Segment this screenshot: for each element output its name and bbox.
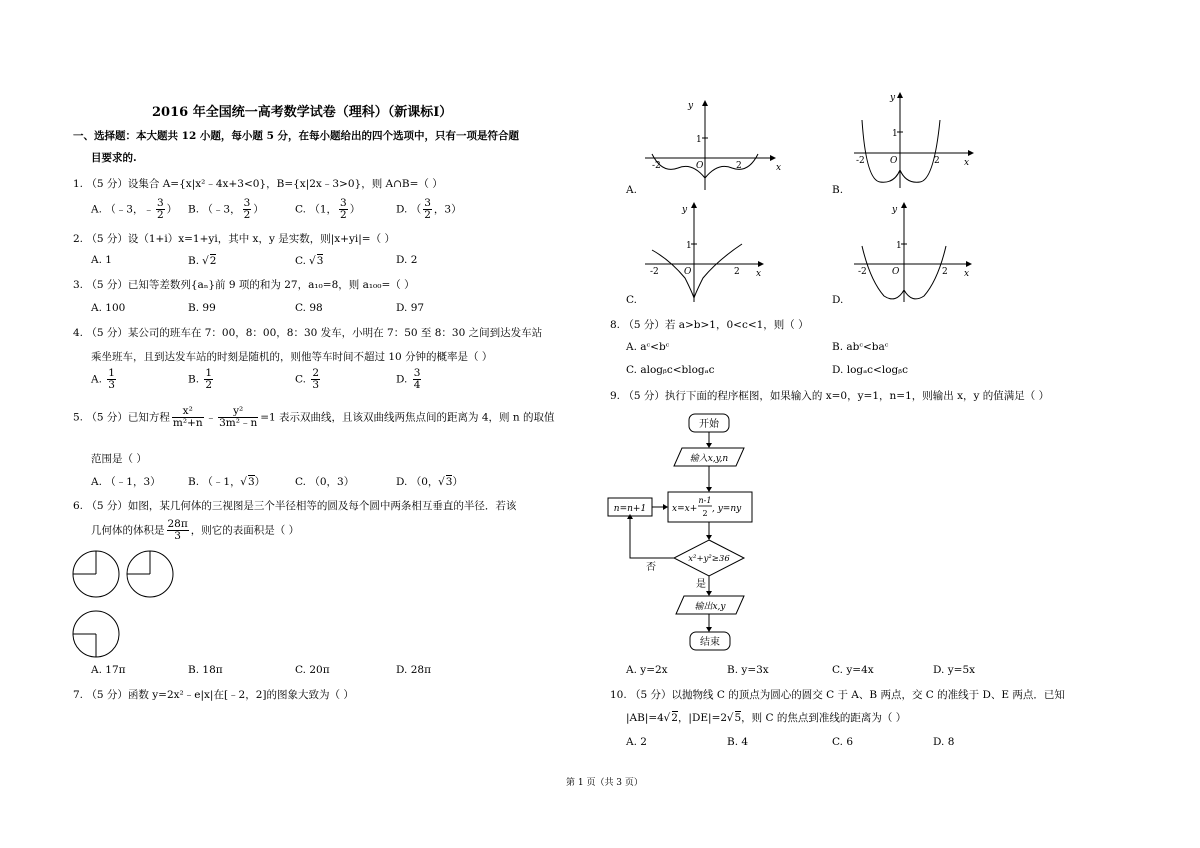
q6-stem-cont: 几何体的体积是 $\frac{28\pi}{3}$ ，则它的表面积是（ ）: [91, 518, 300, 543]
fc-increment: n=n+1: [613, 504, 647, 514]
tick-1: 1: [686, 241, 692, 251]
axis-y-label: y: [892, 205, 898, 215]
fc-assign-num: n-1: [698, 496, 712, 505]
fc-no: 否: [646, 562, 656, 573]
fc-output: 输出x,y: [694, 602, 726, 612]
q7-label-a: A.: [626, 184, 637, 196]
three-view-top: [71, 609, 121, 659]
q8-option-c: C. alogᵦc<blogₐc: [626, 364, 715, 376]
q5-option-a: A. （﹣1，3）: [91, 476, 161, 488]
tick-1: 1: [896, 241, 902, 251]
axis-x-label: x: [776, 163, 782, 173]
q6-stem: 6. （5 分）如图，某几何体的三视图是三个半径相等的圆及每个圆中两条相互垂直的半径．若该: [73, 500, 517, 512]
fc-assign-post: , y=ny: [712, 504, 742, 514]
axis-y-label: y: [682, 205, 688, 215]
q7-label-d: D.: [832, 294, 844, 306]
origin: O: [890, 156, 898, 166]
q7-label-c: C.: [626, 294, 637, 306]
q3-option-c: C. 98: [295, 302, 323, 314]
q3-option-b: B. 99: [188, 302, 216, 314]
q10-option-d: D. 8: [933, 736, 955, 748]
q10-stem: 10. （5 分）以抛物线 C 的顶点为圆心的圆交 C 于 A、B 两点，交 C 的准线于 D、E 两点．已知: [610, 689, 1065, 701]
fc-end: 结束: [700, 637, 720, 648]
fc-assign-pre: x=x+: [672, 504, 698, 514]
q1-option-a: A. （﹣3，﹣ $\frac{3}{2}$ ）: [91, 197, 178, 222]
axis-y-label: y: [688, 101, 694, 111]
q4-option-c: C. $\frac{2}{3}$: [295, 367, 320, 392]
page-title: 2016 年全国统一高考数学试卷（理科）（新课标Ⅰ）: [152, 105, 453, 120]
q4-option-d: D. $\frac{3}{4}$: [396, 367, 421, 392]
q4-option-b: B. $\frac{1}{2}$: [188, 367, 213, 392]
q9-option-c: C. y=4x: [832, 664, 874, 676]
fc-start: 开始: [699, 419, 719, 430]
tick-minus-2: -2: [652, 161, 661, 171]
q8-option-a: A. aᶜ<bᶜ: [626, 341, 670, 353]
q5-option-c: C. （0，3）: [295, 476, 355, 488]
q6-option-c: C. 20π: [295, 664, 330, 676]
axis-y-label: y: [890, 93, 896, 103]
q7-graph-b: [850, 90, 980, 190]
tick-2: 2: [734, 267, 740, 277]
fc-yes: 是: [696, 579, 706, 590]
q3-option-d: D. 97: [396, 302, 425, 314]
q5-stem: 5. （5 分）已知方程 $\frac{\text{x²}}{\text{m²+n}}$ ﹣ $\frac{\text{y²}}{\text{3m²﹣n}}$ =1 表示双曲线，且该双曲线两焦点间的距离为 4，则 n 的取值: [73, 405, 555, 430]
q2-stem: 2. （5 分）设（1+i）x=1+yi，其中 x，y 是实数，则|x+yi|=（ ）: [73, 233, 395, 245]
tick-2: 2: [736, 161, 742, 171]
q2-option-d: D. 2: [396, 254, 418, 266]
fc-condition: x²+y²≥36: [688, 554, 730, 564]
q4-stem-cont: 乘坐班车，且到达发车站的时刻是随机的，则他等车时间不超过 10 分钟的概率是（ ）: [91, 351, 493, 363]
q5-option-d: D. （0， √ 3）: [396, 474, 463, 489]
q10-option-a: A. 2: [626, 736, 647, 748]
q5-stem-cont: 范围是（ ）: [91, 453, 147, 465]
q9-option-d: D. y=5x: [933, 664, 976, 676]
q1-option-b: B. （﹣3， $\frac{3}{2}$ ）: [188, 197, 264, 222]
axis-x-label: x: [964, 269, 970, 279]
q4-stem: 4. （5 分）某公司的班车在 7：00，8：00，8：30 发车，小明在 7：50 至 8：30 之间到达发车站: [73, 327, 543, 339]
tick-minus-2: -2: [650, 267, 659, 277]
q6-option-a: A. 17π: [91, 664, 126, 676]
q9-option-b: B. y=3x: [727, 664, 769, 676]
axis-x-label: x: [756, 269, 762, 279]
q3-stem: 3. （5 分）已知等差数列{aₙ}前 9 项的和为 27，a₁₀=8，则 a₁₀₀=（ ）: [73, 279, 415, 291]
q2-option-c: C. √ 3: [295, 254, 323, 267]
q4-option-a: A. $\frac{1}{3}$: [91, 367, 115, 392]
q1-stem: 1. （5 分）设集合 A={x|x²﹣4x+3<0}，B={x|2x﹣3>0}，则 A∩B=（ ）: [73, 178, 443, 190]
origin: O: [684, 267, 692, 277]
q6-option-b: B. 18π: [188, 664, 223, 676]
page-footer: 第 1 页（共 3 页）: [566, 778, 643, 788]
q8-stem: 8. （5 分）若 a>b>1，0<c<1，则（ ）: [610, 319, 809, 331]
axis-x-label: x: [964, 158, 970, 168]
q8-option-b: B. abᶜ<baᶜ: [832, 341, 889, 353]
q2-option-a: A. 1: [91, 254, 112, 266]
tick-minus-2: -2: [856, 156, 865, 166]
q10-option-b: B. 4: [727, 736, 749, 748]
tick-1: 1: [892, 129, 898, 139]
origin: O: [696, 161, 704, 171]
q1-option-d: D. （ $\frac{3}{2}$ ，3）: [396, 197, 462, 222]
three-view-front: [71, 549, 121, 599]
q6-option-d: D. 28π: [396, 664, 431, 676]
q9-option-a: A. y=2x: [626, 664, 668, 676]
q8-option-d: D. logₐc<logᵦc: [832, 364, 908, 376]
q9-stem: 9. （5 分）执行下面的程序框图，如果输入的 x=0，y=1，n=1，则输出 x，y 的值满足（ ）: [610, 390, 1050, 402]
q1-option-c: C. （1， $\frac{3}{2}$ ）: [295, 197, 361, 222]
q7-graph-a: [640, 98, 780, 193]
q10-option-c: C. 6: [832, 736, 854, 748]
three-view-side: [125, 549, 175, 599]
q5-option-b: B. （﹣1， √ 3）: [188, 474, 265, 489]
q9-flowchart: [604, 410, 804, 660]
tick-minus-2: -2: [858, 267, 867, 277]
q10-stem-cont: |AB|=4 √ 2，|DE|=2 √ 5，则 C 的焦点到准线的距离为（ ）: [626, 710, 906, 725]
section-header-cont: 目要求的.: [91, 152, 137, 164]
q7-graph-d: [850, 200, 980, 305]
fc-input: 输入x,y,n: [689, 454, 729, 464]
q7-graph-c: [640, 200, 780, 305]
tick-1: 1: [696, 135, 702, 145]
section-header: 一、选择题：本大题共 12 小题，每小题 5 分，在每小题给出的四个选项中，只有一项是符合题: [73, 130, 520, 142]
tick-2: 2: [934, 156, 940, 166]
q7-stem: 7. （5 分）函数 y=2x²﹣e|x|在[﹣2，2]的图象大致为（ ）: [73, 689, 354, 701]
q7-label-b: B.: [832, 184, 844, 196]
fc-assign-den: 2: [702, 509, 708, 518]
q2-option-b: B. √ 2: [188, 254, 216, 267]
q3-option-a: A. 100: [91, 302, 126, 314]
origin: O: [892, 267, 900, 277]
tick-2: 2: [942, 267, 948, 277]
